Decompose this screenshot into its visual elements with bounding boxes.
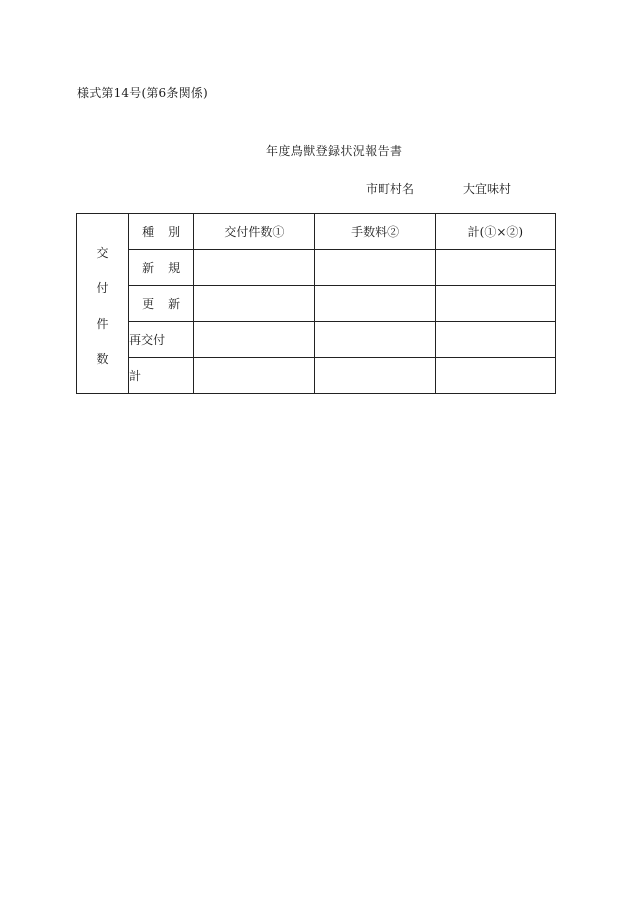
fee-cell[interactable] — [315, 322, 435, 358]
total-cell[interactable] — [435, 322, 555, 358]
total-cell[interactable] — [435, 250, 555, 286]
header-count: 交付件数① — [194, 214, 315, 250]
count-cell[interactable] — [194, 286, 315, 322]
total-cell[interactable] — [435, 286, 555, 322]
fee-cell[interactable] — [315, 358, 435, 394]
row-label: 再交付 — [129, 322, 194, 358]
count-cell[interactable] — [194, 358, 315, 394]
row-label: 更新 — [142, 297, 195, 311]
municipality-value: 大宜味村 — [463, 182, 512, 196]
side-label-cell — [77, 214, 129, 394]
count-cell[interactable] — [194, 322, 315, 358]
row-label: 計 — [129, 358, 194, 394]
row-label-cell — [129, 250, 194, 286]
table-row-total — [77, 358, 556, 394]
registration-report-table — [76, 213, 556, 394]
count-cell[interactable] — [194, 250, 315, 286]
row-label-cell — [129, 286, 194, 322]
form-number: 様式第14号(第6条関係) — [77, 86, 208, 100]
fee-cell[interactable] — [315, 250, 435, 286]
table-row-reissue — [77, 322, 556, 358]
row-label: 新規 — [142, 261, 195, 275]
document-title: 年度鳥獣登録状況報告書 — [266, 144, 403, 158]
fee-cell[interactable] — [315, 286, 435, 322]
table-row-renewal — [77, 286, 556, 322]
table-row-new — [77, 250, 556, 286]
side-label: 交付件数 — [96, 245, 109, 366]
header-fee: 手数料② — [315, 214, 435, 250]
header-type-cell — [129, 214, 194, 250]
municipality-label: 市町村名 — [366, 182, 415, 196]
total-cell[interactable] — [435, 358, 555, 394]
header-type: 種別 — [142, 225, 195, 239]
table-header-row — [77, 214, 556, 250]
header-total: 計(①×②) — [435, 214, 555, 250]
